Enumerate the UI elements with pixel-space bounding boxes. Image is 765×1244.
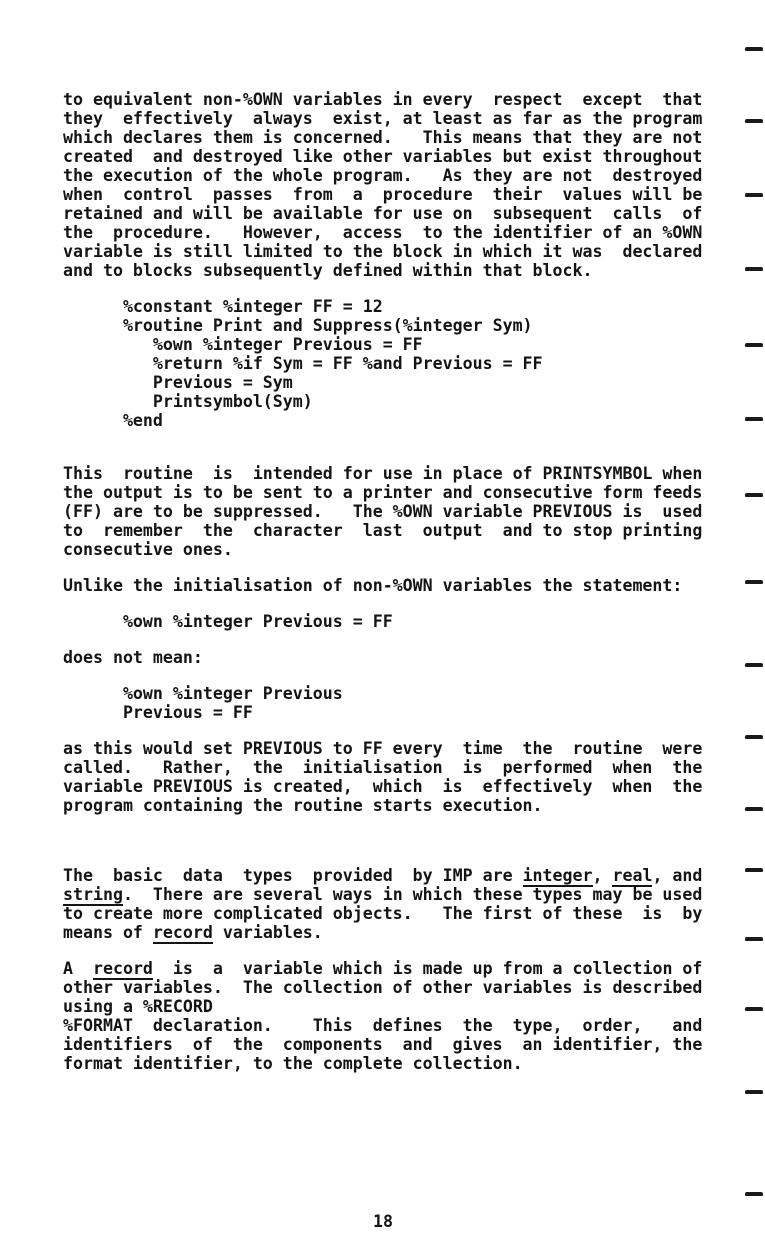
text-line: %routine Print and Suppress(%integer Sym) [63,316,533,335]
text-line: A record is a variable which is made up from a collection of [63,959,703,978]
text-line: %end [63,411,163,430]
text-line: Unlike the initialisation of non-%OWN variables the statement: [63,576,683,595]
underlined-term: record [92,959,153,978]
text-line: identifiers of the components and gives an identifier, the [63,1035,703,1054]
paragraph [63,464,702,559]
text-line: Previous = Sym [63,373,293,392]
text-line: which declares them is concerned. This means that they are not [63,128,703,147]
edge-dash-mark [745,1090,763,1094]
text-line: %return %if Sym = FF %and Previous = FF [63,354,543,373]
text-line: and to blocks subsequently defined within that block. [63,261,593,280]
text-line: to equivalent non-%OWN variables in every respect except that [63,90,703,109]
text-line: (FF) are to be suppressed. The %OWN variable PREVIOUS is used [63,502,703,521]
text-line: does not mean: [63,648,203,667]
text-line: they effectively always exist, at least as far as the program [63,109,703,128]
edge-dash-mark [745,663,763,667]
code-block [63,684,702,722]
code-block [63,612,702,631]
code-block [63,297,702,430]
text-line: other variables. The collection of other variables is described [63,978,703,997]
text-line: variable is still limited to the block in which it was declared [63,242,703,261]
underlined-term: real [612,866,653,885]
text-line: %FORMAT declaration. This defines the type, order, and [63,1016,703,1035]
edge-dash-mark [745,343,763,347]
text-line: the execution of the whole program. As they are not destroyed [63,166,703,185]
edge-dash-mark [745,493,763,497]
edge-dash-mark [745,119,763,123]
text-line: when control passes from a procedure their values will be [63,185,703,204]
edge-dash-mark [745,1007,763,1011]
text-line: This routine is intended for use in place of PRINTSYMBOL when [63,464,703,483]
underlined-term: string [63,885,123,904]
edge-dash-mark [745,47,763,51]
edge-dash-mark [745,1192,763,1196]
paragraph [63,648,702,667]
edge-dash-mark [745,193,763,197]
text-line: The basic data types provided by IMP are integer, real, and [63,866,703,885]
edge-dash-mark [745,807,763,811]
edge-dash-mark [745,868,763,872]
text-line: Previous = FF [63,703,253,722]
text-line: format identifier, to the complete collection. [63,1054,523,1073]
text-line: created and destroyed like other variables but exist throughout [63,147,703,166]
text-line: %own %integer Previous [63,684,343,703]
text-line: to create more complicated objects. The first of these is by [63,904,703,923]
edge-dash-mark [745,580,763,584]
paragraph [63,739,702,815]
paragraph [63,959,702,1073]
document-body [63,90,702,1073]
text-line: using a %RECORD [63,997,213,1016]
edge-dash-mark [745,417,763,421]
paragraph [63,90,702,280]
underlined-term: record [152,923,213,942]
paragraph [63,866,702,942]
text-line: consecutive ones. [63,540,233,559]
text-line: string. There are several ways in which these types may be used [63,885,703,904]
text-line: retained and will be available for use on subsequent calls of [63,204,703,223]
text-line: %constant %integer FF = 12 [63,297,383,316]
paragraph [63,576,702,595]
text-line: program containing the routine starts execution. [63,796,543,815]
edge-dash-mark [745,937,763,941]
text-line: the output is to be sent to a printer and consecutive form feeds [63,483,703,502]
text-line: the procedure. However, access to the identifier of an %OWN [63,223,703,242]
text-line: means of record variables. [63,923,323,942]
text-line: as this would set PREVIOUS to FF every time the routine were [63,739,703,758]
page-number: 18 [373,1212,393,1231]
text-line: Printsymbol(Sym) [63,392,313,411]
text-line: %own %integer Previous = FF [63,335,423,354]
edge-dash-mark [745,267,763,271]
text-line: called. Rather, the initialisation is performed when the [63,758,703,777]
edge-dash-mark [745,735,763,739]
underlined-term: integer [522,866,593,885]
text-line: %own %integer Previous = FF [63,612,393,631]
text-line: to remember the character last output and to stop printing [63,521,703,540]
text-line: variable PREVIOUS is created, which is effectively when the [63,777,703,796]
